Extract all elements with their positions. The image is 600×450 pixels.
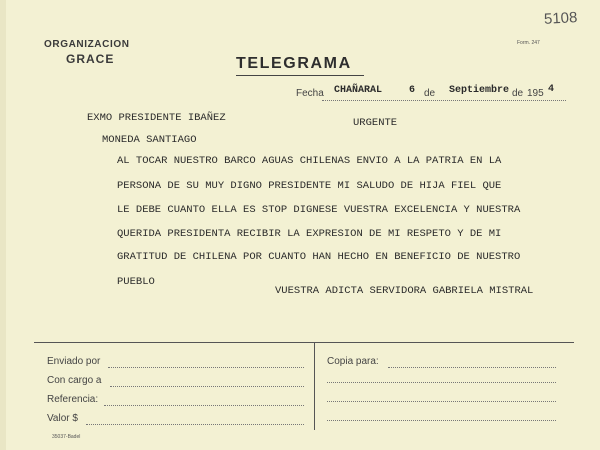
date-de-label-2: de bbox=[512, 88, 524, 99]
address-location: MONEDA SANTIAGO bbox=[102, 134, 197, 146]
signature-line: VUESTRA ADICTA SERVIDORA GABRIELA MISTRAL bbox=[275, 285, 534, 297]
date-month: Septiembre bbox=[449, 85, 510, 96]
form-number: Form. 247 bbox=[517, 40, 540, 46]
date-year-digit: 4 bbox=[548, 84, 555, 95]
copia-label: Copia para: bbox=[327, 356, 379, 367]
cargo-label: Con cargo a bbox=[47, 375, 102, 386]
message-line: AL TOCAR NUESTRO BARCO AGUAS CHILENAS ENVIO A LA PATRIA EN LA bbox=[117, 155, 502, 167]
date-dotted-line bbox=[322, 100, 566, 101]
copia-field-line-1 bbox=[388, 367, 556, 368]
message-line: GRATITUD DE CHILENA POR CUANTO HAN HECHO EN BENEFICIO DE NUESTRO bbox=[117, 251, 521, 263]
copia-field-line-2 bbox=[327, 382, 556, 383]
date-place: CHAÑARAL bbox=[334, 85, 383, 96]
message-line: PUEBLO bbox=[117, 276, 155, 288]
organization-name-line1: ORGANIZACION bbox=[44, 39, 130, 50]
fecha-label: Fecha bbox=[296, 88, 324, 99]
cargo-field-line bbox=[110, 386, 304, 387]
date-de-label: de bbox=[424, 88, 436, 99]
print-code: 35037-Badel bbox=[52, 434, 81, 440]
referencia-label: Referencia: bbox=[47, 394, 99, 405]
referencia-field-line bbox=[104, 405, 304, 406]
message-line: PERSONA DE SU MUY DIGNO PRESIDENTE MI SALUDO DE HIJA FIEL QUE bbox=[117, 180, 502, 192]
message-line: LE DEBE CUANTO ELLA ES STOP DIGNESE VUESTRA EXCELENCIA Y NUESTRA bbox=[117, 204, 521, 216]
message-line: QUERIDA PRESIDENTA RECIBIR LA EXPRESION DE MI RESPETO Y DE MI bbox=[117, 228, 502, 240]
footer-column-divider bbox=[314, 342, 315, 430]
copia-field-line-4 bbox=[327, 420, 556, 421]
title-underline bbox=[236, 75, 364, 76]
date-day: 6 bbox=[409, 85, 416, 96]
archive-number: 5108 bbox=[543, 9, 578, 28]
priority-line: URGENTE bbox=[353, 117, 398, 129]
valor-field-line bbox=[86, 424, 304, 425]
paper-edge bbox=[0, 0, 6, 450]
organization-name-line2: GRACE bbox=[66, 52, 115, 66]
enviado-label: Enviado por bbox=[47, 356, 101, 367]
document-title: TELEGRAMA bbox=[236, 55, 352, 72]
copia-field-line-3 bbox=[327, 401, 556, 402]
recipient-line: EXMO PRESIDENTE IBAÑEZ bbox=[87, 112, 226, 124]
footer-divider bbox=[34, 342, 574, 343]
valor-label: Valor $ bbox=[47, 413, 78, 424]
enviado-field-line bbox=[108, 367, 304, 368]
date-year-printed: 195 bbox=[527, 88, 544, 99]
